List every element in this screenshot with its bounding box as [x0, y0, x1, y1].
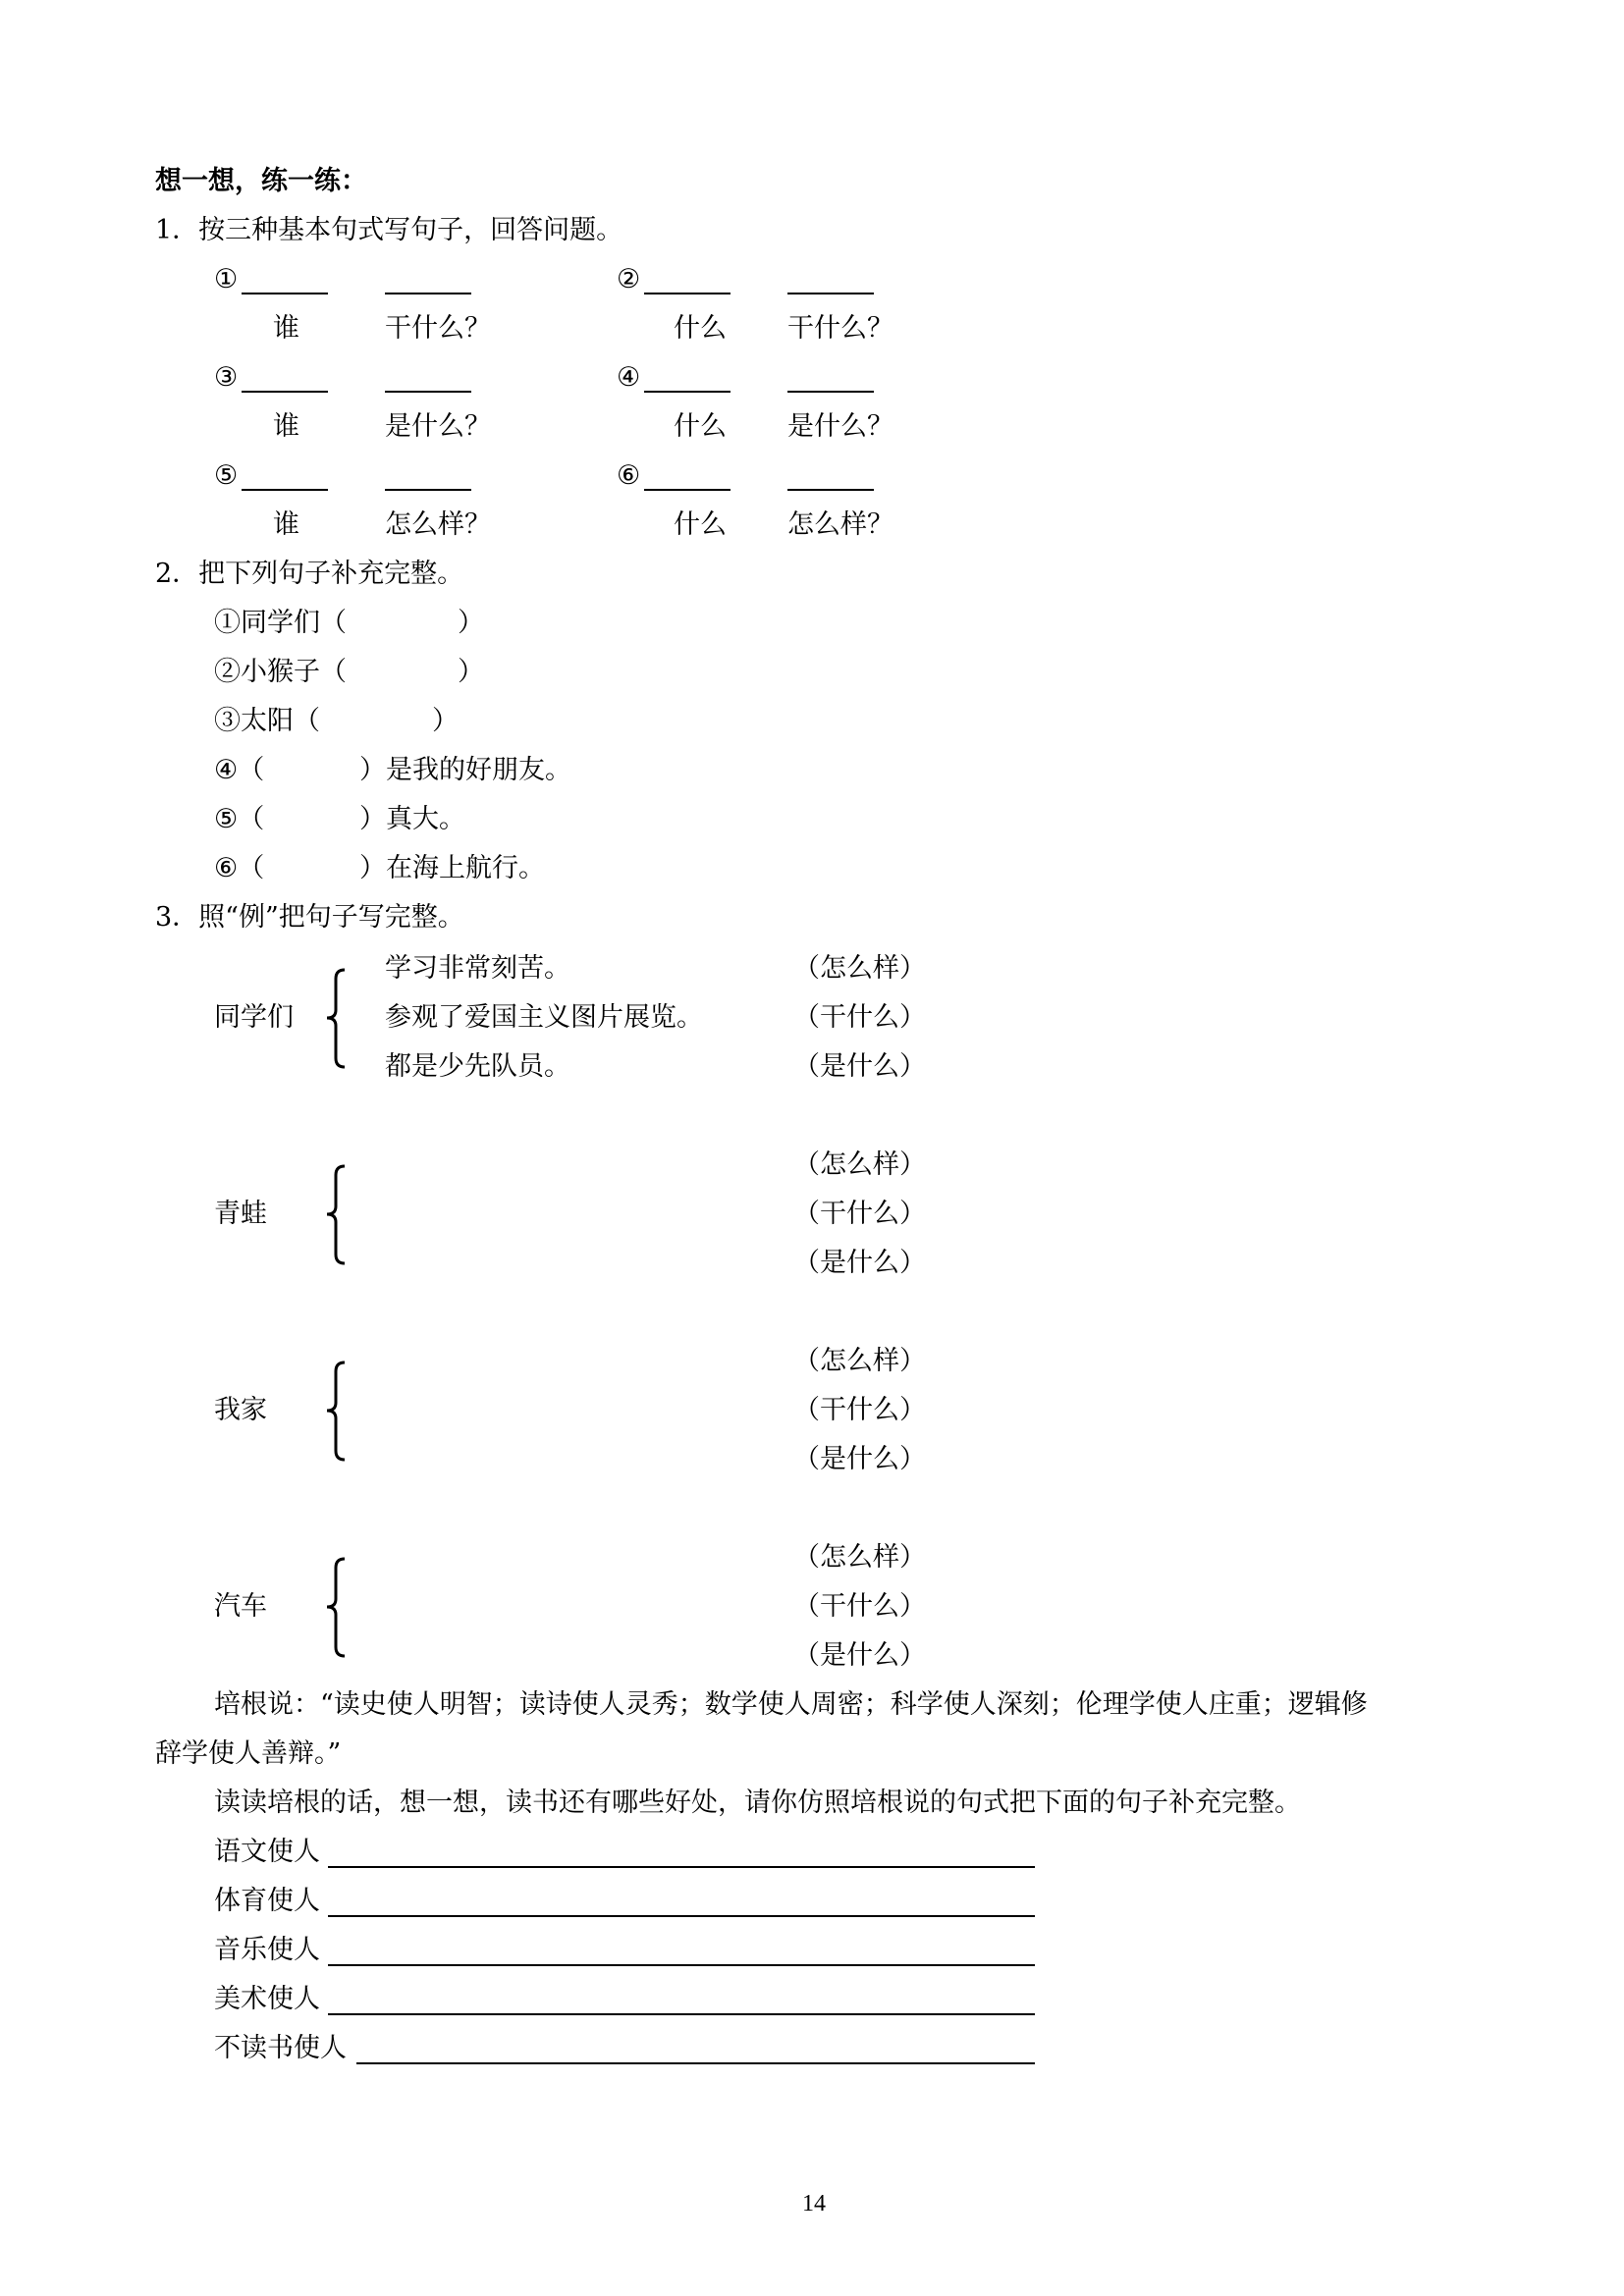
fill-item-label: 音乐使人 [214, 1935, 320, 1965]
q3-line-text: 学习非常刻苦。 [385, 953, 570, 984]
q3-line-type: （干什么） [793, 1395, 926, 1425]
bacon-quote-line-2: 辞学使人善辩。” [155, 1738, 342, 1769]
q2-item-prefix: ②小猴子（ [214, 657, 347, 687]
q2-item-suffix: ） [458, 608, 484, 638]
q3-line-text: 参观了爱国主义图片展览。 [385, 1002, 703, 1033]
q3-line-type: （是什么） [793, 1051, 926, 1082]
q3-line-type: （干什么） [793, 1591, 926, 1622]
q3-line-type: （干什么） [793, 1002, 926, 1033]
q3-line-text: 都是少先队员。 [385, 1051, 570, 1082]
q1-subject-label: 谁 [273, 313, 299, 344]
curly-brace-icon [319, 1163, 358, 1266]
answer-blank[interactable] [787, 391, 874, 393]
answer-blank[interactable] [242, 293, 328, 294]
q2-item-prefix: ⑤（ [214, 804, 265, 834]
fill-answer-line[interactable] [328, 2013, 1035, 2015]
q3-line-type: （是什么） [793, 1248, 926, 1278]
fill-item-label: 体育使人 [214, 1886, 320, 1916]
q3-line-type: （是什么） [793, 1640, 926, 1671]
q3-line-type: （怎么样） [793, 1149, 926, 1180]
q3-group-subject: 汽车 [214, 1591, 267, 1622]
q1-subject-label: 什么 [674, 313, 727, 344]
curly-brace-icon [319, 1360, 358, 1463]
q2-item-prefix: ⑥（ [214, 853, 265, 883]
q1-subject-label: 什么 [674, 411, 727, 442]
q3-line-type: （怎么样） [793, 953, 926, 984]
q1-predicate-label: 干什么？ [787, 313, 893, 344]
curly-brace-icon [319, 1556, 358, 1659]
q2-item-prefix: ③太阳（ [214, 706, 320, 736]
q3-group-subject: 我家 [214, 1395, 267, 1425]
q2-item-suffix: ）在海上航行。 [359, 853, 545, 883]
q3-heading: 3．照“例”把句子写完整。 [155, 902, 464, 933]
bacon-instruction: 读读培根的话，想一想，读书还有哪些好处，请你仿照培根说的句式把下面的句子补充完整。 [214, 1788, 1301, 1818]
fill-item-label: 美术使人 [214, 1984, 320, 2014]
answer-blank[interactable] [242, 489, 328, 491]
q1-subject-label: 谁 [273, 509, 299, 540]
q1-heading: 1．按三种基本句式写句子，回答问题。 [155, 215, 623, 245]
page-number: 14 [802, 2191, 826, 2216]
answer-blank[interactable] [385, 489, 471, 491]
fill-answer-line[interactable] [328, 1964, 1035, 1966]
q2-item-suffix: ） [432, 706, 459, 736]
q3-group-subject: 青蛙 [214, 1199, 267, 1229]
q3-line-type: （怎么样） [793, 1542, 926, 1573]
section-title: 想一想，练一练： [155, 166, 367, 196]
q1-item-num: ④ [617, 362, 641, 393]
q1-predicate-label: 怎么样？ [385, 509, 491, 540]
q1-item-num: ② [617, 264, 641, 294]
answer-blank[interactable] [385, 391, 471, 393]
q1-subject-label: 谁 [273, 411, 299, 442]
q2-item-suffix: ）真大。 [359, 804, 465, 834]
q2-item-suffix: ） [458, 657, 484, 687]
q2-item-prefix: ①同学们（ [214, 608, 347, 638]
q1-item-num: ⑥ [617, 460, 641, 491]
fill-item-label: 语文使人 [214, 1837, 320, 1867]
q3-group-subject: 同学们 [214, 1002, 294, 1033]
q1-item-num: ⑤ [214, 460, 239, 491]
q1-item-num: ③ [214, 362, 239, 393]
answer-blank[interactable] [242, 391, 328, 393]
curly-brace-icon [319, 967, 358, 1070]
q1-subject-label: 什么 [674, 509, 727, 540]
q1-predicate-label: 是什么？ [787, 411, 893, 442]
q2-item-prefix: ④（ [214, 755, 265, 785]
q1-item-num: ① [214, 264, 239, 294]
q3-line-type: （是什么） [793, 1444, 926, 1474]
q1-predicate-label: 是什么？ [385, 411, 491, 442]
q3-line-type: （怎么样） [793, 1346, 926, 1376]
fill-item-label: 不读书使人 [214, 2033, 347, 2063]
answer-blank[interactable] [644, 391, 731, 393]
fill-answer-line[interactable] [328, 1915, 1035, 1917]
q2-heading: 2．把下列句子补充完整。 [155, 559, 464, 589]
q1-predicate-label: 干什么？ [385, 313, 491, 344]
fill-answer-line[interactable] [328, 1866, 1035, 1868]
q2-item-suffix: ）是我的好朋友。 [359, 755, 571, 785]
answer-blank[interactable] [787, 293, 874, 294]
q1-predicate-label: 怎么样？ [787, 509, 893, 540]
q3-line-type: （干什么） [793, 1199, 926, 1229]
answer-blank[interactable] [644, 293, 731, 294]
bacon-quote-line-1: 培根说：“读史使人明智；读诗使人灵秀；数学使人周密；科学使人深刻；伦理学使人庄重；逻辑修 [214, 1689, 1368, 1720]
answer-blank[interactable] [385, 293, 471, 294]
answer-blank[interactable] [787, 489, 874, 491]
answer-blank[interactable] [644, 489, 731, 491]
fill-answer-line[interactable] [356, 2062, 1035, 2064]
